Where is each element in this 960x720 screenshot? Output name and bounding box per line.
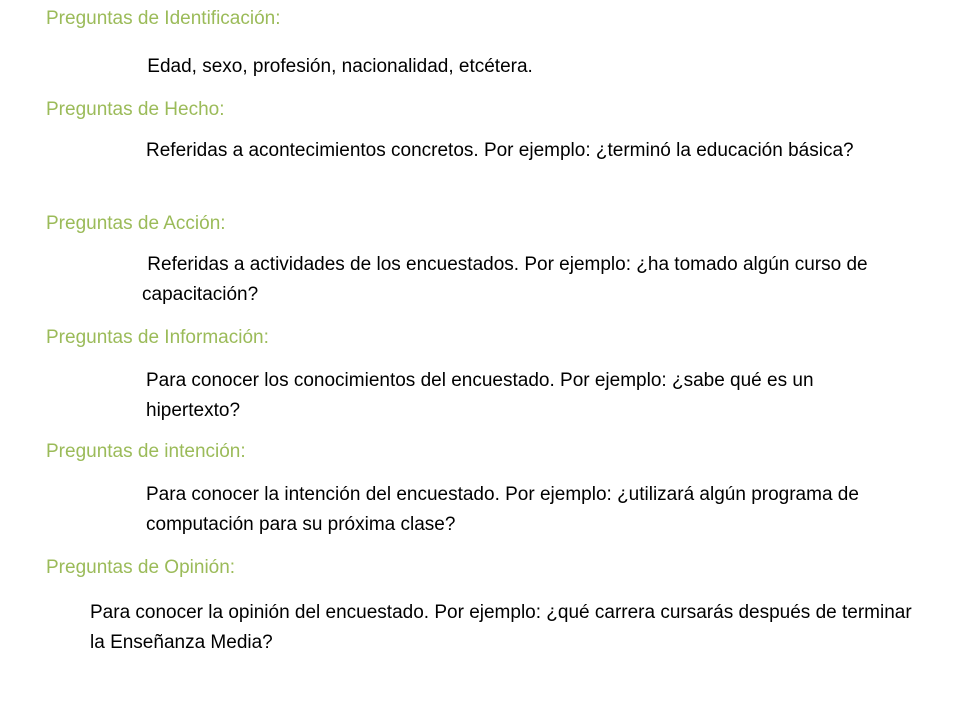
text-informacion: Para conocer los conocimientos del encuestado. Por ejemplo: ¿sabe qué es un hipertexto? bbox=[146, 370, 819, 421]
heading-informacion: Preguntas de Información: bbox=[46, 327, 269, 348]
text-intencion: Para conocer la intención del encuestado. Por ejemplo: ¿utilizará algún programa de computación para su próxima clase? bbox=[146, 484, 865, 535]
text-hecho: Referidas a acontecimientos concretos. Por ejemplo: ¿terminó la educación básica? bbox=[146, 140, 854, 161]
heading-accion: Preguntas de Acción: bbox=[46, 213, 226, 234]
text-opinion: Para conocer la opinión del encuestado. Por ejemplo: ¿qué carrera cursarás después de terminar la Enseñanza Media? bbox=[90, 602, 917, 653]
heading-opinion: Preguntas de Opinión: bbox=[46, 557, 236, 578]
heading-intencion: Preguntas de intención: bbox=[46, 441, 246, 462]
text-accion: Referidas a actividades de los encuestados. Por ejemplo: ¿ha tomado algún curso de capacitación? bbox=[142, 254, 873, 305]
heading-hecho: Preguntas de Hecho: bbox=[46, 99, 225, 120]
text-identificacion: Edad, sexo, profesión, nacionalidad, etcétera. bbox=[142, 56, 533, 77]
heading-identificacion: Preguntas de Identificación: bbox=[46, 8, 281, 29]
